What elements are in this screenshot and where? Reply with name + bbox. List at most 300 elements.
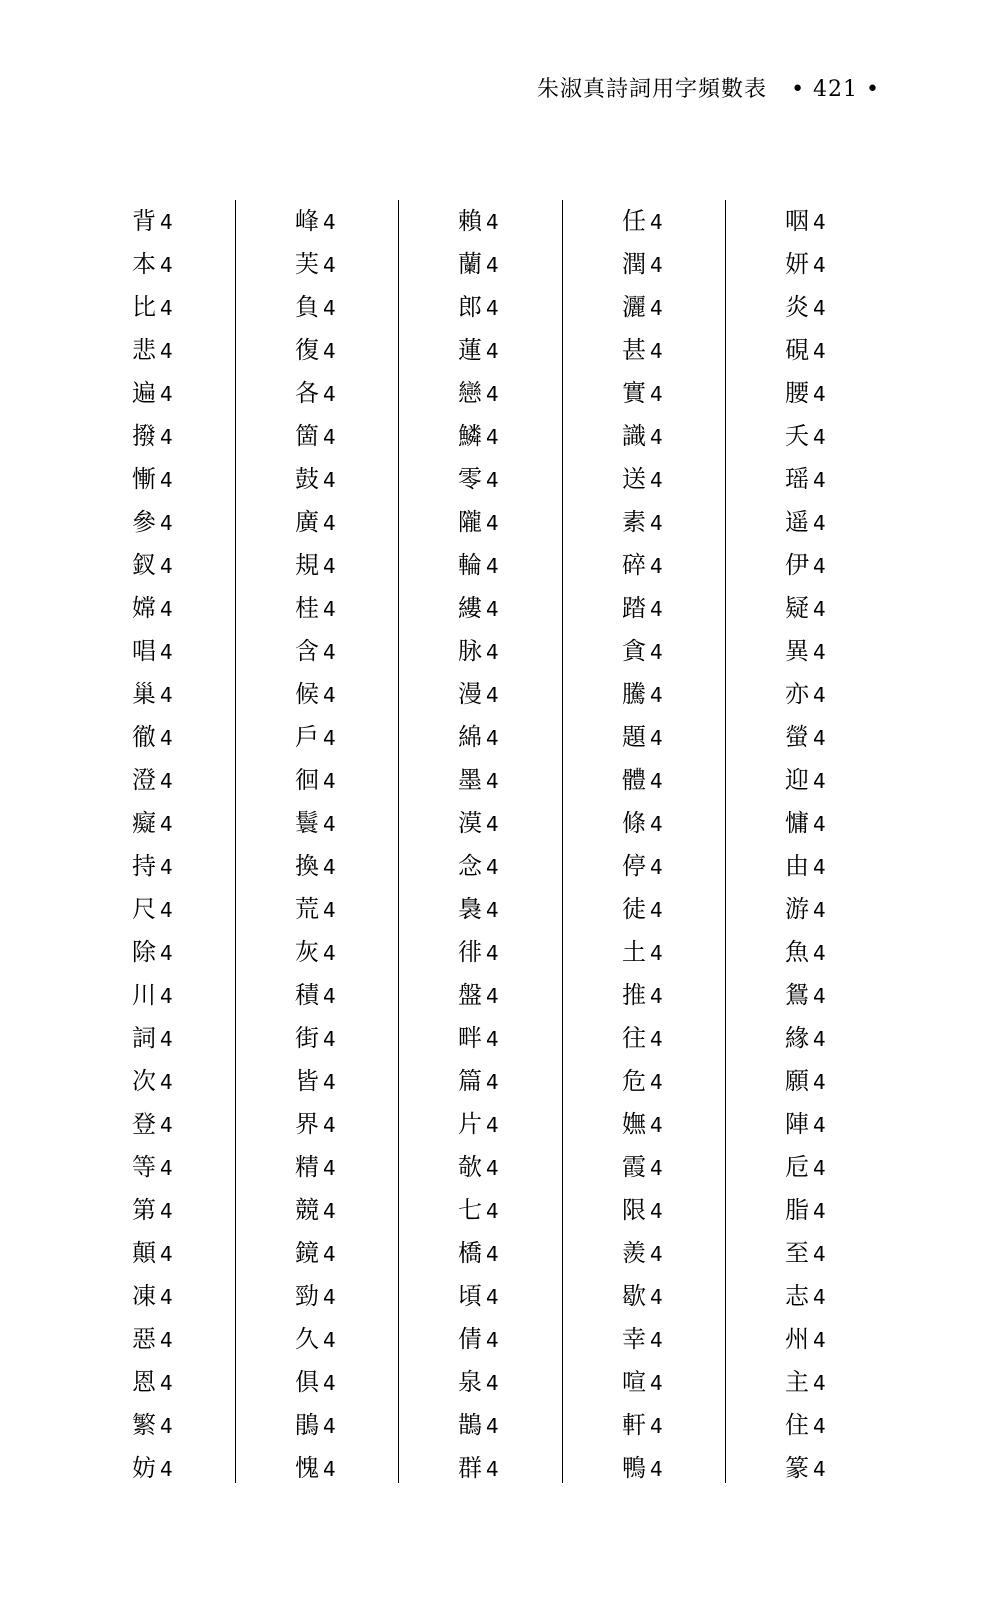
- frequency-count: 4: [323, 683, 336, 707]
- frequency-count: 4: [160, 425, 173, 449]
- frequency-count: 4: [650, 1285, 663, 1309]
- frequency-count: 4: [486, 296, 499, 320]
- table-row: [295, 1318, 445, 1361]
- table-row: [785, 544, 935, 587]
- frequency-count: 4: [160, 1113, 173, 1137]
- frequency-count: 4: [160, 640, 173, 664]
- character: 亦: [785, 680, 809, 708]
- character: 芙: [295, 250, 319, 278]
- character: 夭: [785, 422, 809, 450]
- frequency-count: 4: [323, 812, 336, 836]
- character: 隴: [458, 508, 482, 536]
- table-row: [622, 845, 772, 888]
- table-row: [785, 716, 935, 759]
- table-row: [458, 243, 608, 286]
- frequency-count: 4: [160, 511, 173, 535]
- frequency-count: 4: [813, 1242, 826, 1266]
- frequency-count: 4: [486, 1070, 499, 1094]
- frequency-count: 4: [160, 597, 173, 621]
- character: 背: [132, 207, 156, 235]
- character: 游: [785, 895, 809, 923]
- frequency-count: 4: [813, 1156, 826, 1180]
- character: 戶: [295, 723, 319, 751]
- frequency-count: 4: [650, 812, 663, 836]
- frequency-count: 4: [813, 1285, 826, 1309]
- table-row: [132, 329, 282, 372]
- table-row: [295, 501, 445, 544]
- table-row: [785, 1447, 935, 1490]
- character: 州: [785, 1325, 809, 1353]
- table-row: [295, 1361, 445, 1404]
- table-row: [458, 1447, 608, 1490]
- character: 條: [622, 809, 646, 837]
- character: 緣: [785, 1024, 809, 1052]
- page-header: [0, 72, 880, 103]
- character: 負: [295, 293, 319, 321]
- table-row: [295, 673, 445, 716]
- frequency-count: 4: [160, 769, 173, 793]
- table-row: [295, 845, 445, 888]
- frequency-count: 4: [323, 296, 336, 320]
- character: 積: [295, 981, 319, 1009]
- table-row: [785, 200, 935, 243]
- character: 至: [785, 1239, 809, 1267]
- table-row: [295, 286, 445, 329]
- character: 灰: [295, 938, 319, 966]
- character: 題: [622, 723, 646, 751]
- table-row: [785, 1318, 935, 1361]
- frequency-count: 4: [650, 683, 663, 707]
- table-row: [785, 1404, 935, 1447]
- frequency-count: 4: [650, 1070, 663, 1094]
- frequency-count: 4: [813, 253, 826, 277]
- frequency-count: 4: [486, 1371, 499, 1395]
- character: 繁: [132, 1411, 156, 1439]
- frequency-count: 4: [160, 1371, 173, 1395]
- frequency-count: 4: [486, 1156, 499, 1180]
- frequency-count: 4: [160, 984, 173, 1008]
- frequency-count: 4: [486, 1027, 499, 1051]
- table-row: [295, 587, 445, 630]
- frequency-count: 4: [323, 855, 336, 879]
- table-row: [458, 501, 608, 544]
- frequency-count: 4: [486, 1414, 499, 1438]
- frequency-count: 4: [486, 984, 499, 1008]
- table-row: [458, 845, 608, 888]
- table-row: [132, 1232, 282, 1275]
- character: 盤: [458, 981, 482, 1009]
- frequency-count: 4: [323, 554, 336, 578]
- frequency-count: 4: [813, 382, 826, 406]
- table-row: [458, 458, 608, 501]
- table-row: [458, 372, 608, 415]
- frequency-count: 4: [323, 425, 336, 449]
- character: 篇: [458, 1067, 482, 1095]
- frequency-count: 4: [160, 1027, 173, 1051]
- table-row: [458, 415, 608, 458]
- frequency-count: 4: [486, 1199, 499, 1223]
- frequency-count: 4: [160, 382, 173, 406]
- frequency-count: 4: [323, 1113, 336, 1137]
- table-row: [622, 372, 772, 415]
- character: 皆: [295, 1067, 319, 1095]
- character: 陣: [785, 1110, 809, 1138]
- character: 第: [132, 1196, 156, 1224]
- table-row: [622, 630, 772, 673]
- character: 蓮: [458, 336, 482, 364]
- table-row: [132, 544, 282, 587]
- table-row: [622, 458, 772, 501]
- character: 迎: [785, 766, 809, 794]
- character: 嫵: [622, 1110, 646, 1138]
- table-row: [458, 802, 608, 845]
- character: 惡: [132, 1325, 156, 1353]
- frequency-count: 4: [160, 1070, 173, 1094]
- character: 喧: [622, 1368, 646, 1396]
- frequency-count: 4: [813, 1027, 826, 1051]
- frequency-count: 4: [323, 1156, 336, 1180]
- frequency-count: 4: [323, 339, 336, 363]
- character: 巢: [132, 680, 156, 708]
- frequency-count: 4: [650, 511, 663, 535]
- character: 唱: [132, 637, 156, 665]
- frequency-count: 4: [813, 425, 826, 449]
- table-row: [622, 329, 772, 372]
- character: 鵲: [458, 1411, 482, 1439]
- table-row: [132, 1447, 282, 1490]
- character: 復: [295, 336, 319, 364]
- frequency-count: 4: [486, 941, 499, 965]
- character: 鼓: [295, 465, 319, 493]
- frequency-count: 4: [486, 1285, 499, 1309]
- table-row: [458, 1103, 608, 1146]
- table-row: [458, 931, 608, 974]
- table-row: [295, 1447, 445, 1490]
- table-row: [132, 1060, 282, 1103]
- frequency-count: 4: [160, 1414, 173, 1438]
- character: 騰: [622, 680, 646, 708]
- character: 徘: [458, 938, 482, 966]
- frequency-count: 4: [813, 1414, 826, 1438]
- table-row: [622, 1146, 772, 1189]
- table-row: [458, 1146, 608, 1189]
- table-row: [295, 802, 445, 845]
- character: 篆: [785, 1454, 809, 1482]
- character: 識: [622, 422, 646, 450]
- character: 送: [622, 465, 646, 493]
- character: 瑶: [785, 465, 809, 493]
- character: 規: [295, 551, 319, 579]
- frequency-count: 4: [486, 1113, 499, 1137]
- table-row: [132, 845, 282, 888]
- character: 本: [132, 250, 156, 278]
- frequency-count: 4: [160, 1457, 173, 1481]
- frequency-count: 4: [650, 1457, 663, 1481]
- character: 換: [295, 852, 319, 880]
- frequency-count: 4: [813, 812, 826, 836]
- frequency-count: 4: [813, 640, 826, 664]
- table-row: [785, 286, 935, 329]
- table-row: [785, 372, 935, 415]
- character: 體: [622, 766, 646, 794]
- frequency-count: 4: [813, 210, 826, 234]
- frequency-count: 4: [650, 382, 663, 406]
- table-row: [458, 974, 608, 1017]
- frequency-count: 4: [160, 726, 173, 750]
- table-row: [785, 888, 935, 931]
- frequency-count: 4: [650, 1328, 663, 1352]
- table-row: [295, 372, 445, 415]
- character: 含: [295, 637, 319, 665]
- character: 倩: [458, 1325, 482, 1353]
- frequency-count: 4: [650, 468, 663, 492]
- character: 羨: [622, 1239, 646, 1267]
- character: 妨: [132, 1454, 156, 1482]
- frequency-count: 4: [486, 382, 499, 406]
- table-row: [622, 1232, 772, 1275]
- character: 鏡: [295, 1239, 319, 1267]
- frequency-count: 4: [650, 769, 663, 793]
- table-row: [132, 587, 282, 630]
- table-row: [132, 286, 282, 329]
- table-row: [785, 501, 935, 544]
- table-row: [785, 1189, 935, 1232]
- character: 限: [622, 1196, 646, 1224]
- table-row: [622, 501, 772, 544]
- frequency-count: 4: [323, 941, 336, 965]
- table-row: [785, 802, 935, 845]
- table-row: [458, 1060, 608, 1103]
- table-row: [132, 931, 282, 974]
- table-row: [132, 200, 282, 243]
- character: 鱗: [458, 422, 482, 450]
- character: 慚: [132, 465, 156, 493]
- character: 參: [132, 508, 156, 536]
- frequency-count: 4: [813, 1328, 826, 1352]
- character: 恩: [132, 1368, 156, 1396]
- table-row: [785, 1017, 935, 1060]
- character: 片: [458, 1110, 482, 1138]
- table-row: [295, 544, 445, 587]
- frequency-count: 4: [813, 511, 826, 535]
- character: 疑: [785, 594, 809, 622]
- table-row: [785, 1361, 935, 1404]
- character: 潤: [622, 250, 646, 278]
- character: 賴: [458, 207, 482, 235]
- table-row: [785, 759, 935, 802]
- frequency-count: 4: [486, 597, 499, 621]
- character: 霞: [622, 1153, 646, 1181]
- character: 悲: [132, 336, 156, 364]
- frequency-count: 4: [486, 1242, 499, 1266]
- frequency-count: 4: [650, 1371, 663, 1395]
- character: 精: [295, 1153, 319, 1181]
- character: 停: [622, 852, 646, 880]
- character: 碎: [622, 551, 646, 579]
- frequency-count: 4: [323, 1199, 336, 1223]
- table-row: [785, 587, 935, 630]
- frequency-count: 4: [323, 1457, 336, 1481]
- frequency-count: 4: [160, 210, 173, 234]
- character: 荒: [295, 895, 319, 923]
- character: 鴨: [622, 1454, 646, 1482]
- table-row: [622, 1275, 772, 1318]
- table-row: [458, 1404, 608, 1447]
- character: 遥: [785, 508, 809, 536]
- character: 素: [622, 508, 646, 536]
- character: 候: [295, 680, 319, 708]
- table-row: [295, 1232, 445, 1275]
- table-row: [458, 759, 608, 802]
- table-row: [132, 673, 282, 716]
- frequency-count: 4: [160, 1242, 173, 1266]
- character: 尺: [132, 895, 156, 923]
- character: 登: [132, 1110, 156, 1138]
- table-row: [458, 1361, 608, 1404]
- frequency-count: 4: [486, 812, 499, 836]
- character: 妍: [785, 250, 809, 278]
- table-row: [458, 888, 608, 931]
- character: 伊: [785, 551, 809, 579]
- table-row: [622, 716, 772, 759]
- table-row: [458, 673, 608, 716]
- table-column: [295, 200, 445, 1490]
- table-row: [622, 1189, 772, 1232]
- character: 炎: [785, 293, 809, 321]
- table-row: [622, 802, 772, 845]
- character: 街: [295, 1024, 319, 1052]
- table-row: [785, 458, 935, 501]
- character: 漠: [458, 809, 482, 837]
- frequency-count: 4: [813, 1113, 826, 1137]
- frequency-count: 4: [323, 210, 336, 234]
- frequency-count: 4: [486, 898, 499, 922]
- frequency-count: 4: [323, 726, 336, 750]
- character: 推: [622, 981, 646, 1009]
- table-row: [458, 1275, 608, 1318]
- table-row: [132, 1146, 282, 1189]
- character: 橋: [458, 1239, 482, 1267]
- frequency-count: 4: [323, 511, 336, 535]
- frequency-count: 4: [160, 1285, 173, 1309]
- character: 墨: [458, 766, 482, 794]
- table-row: [622, 1103, 772, 1146]
- character: 任: [622, 207, 646, 235]
- frequency-count: 4: [650, 1414, 663, 1438]
- frequency-count: 4: [160, 898, 173, 922]
- character: 桂: [295, 594, 319, 622]
- frequency-count: 4: [813, 1199, 826, 1223]
- table-row: [785, 1146, 935, 1189]
- character: 嫦: [132, 594, 156, 622]
- table-row: [622, 673, 772, 716]
- table-row: [622, 200, 772, 243]
- character: 軒: [622, 1411, 646, 1439]
- character: 廣: [295, 508, 319, 536]
- table-row: [132, 888, 282, 931]
- table-row: [622, 587, 772, 630]
- table-row: [622, 544, 772, 587]
- frequency-count: 4: [486, 855, 499, 879]
- frequency-count: 4: [813, 898, 826, 922]
- character: 澄: [132, 766, 156, 794]
- character: 凍: [132, 1282, 156, 1310]
- character: 實: [622, 379, 646, 407]
- frequency-count: 4: [323, 1328, 336, 1352]
- frequency-count: 4: [160, 941, 173, 965]
- table-row: [132, 974, 282, 1017]
- character: 俱: [295, 1368, 319, 1396]
- character: 頃: [458, 1282, 482, 1310]
- character: 鴛: [785, 981, 809, 1009]
- table-row: [622, 1404, 772, 1447]
- frequency-count: 4: [650, 1199, 663, 1223]
- frequency-count: 4: [486, 210, 499, 234]
- frequency-count: 4: [486, 511, 499, 535]
- character: 腰: [785, 379, 809, 407]
- frequency-count: 4: [486, 1457, 499, 1481]
- character: 愧: [295, 1454, 319, 1482]
- frequency-count: 4: [160, 296, 173, 320]
- table-column: [785, 200, 935, 1490]
- table-row: [132, 1189, 282, 1232]
- frequency-count: 4: [160, 683, 173, 707]
- frequency-count: 4: [160, 855, 173, 879]
- frequency-count: 4: [650, 855, 663, 879]
- character: 箇: [295, 422, 319, 450]
- frequency-count: 4: [486, 683, 499, 707]
- character: 咽: [785, 207, 809, 235]
- frequency-count: 4: [650, 1027, 663, 1051]
- character: 等: [132, 1153, 156, 1181]
- character: 輪: [458, 551, 482, 579]
- frequency-count: 4: [650, 425, 663, 449]
- frequency-count: 4: [650, 1113, 663, 1137]
- frequency-count: 4: [323, 1070, 336, 1094]
- character: 戀: [458, 379, 482, 407]
- table-row: [295, 329, 445, 372]
- character: 危: [622, 1067, 646, 1095]
- table-row: [458, 544, 608, 587]
- frequency-count: 4: [486, 253, 499, 277]
- table-row: [132, 1318, 282, 1361]
- character: 除: [132, 938, 156, 966]
- character: 撥: [132, 422, 156, 450]
- character: 峰: [295, 207, 319, 235]
- frequency-count: 4: [650, 898, 663, 922]
- table-row: [295, 931, 445, 974]
- frequency-count: 4: [160, 1328, 173, 1352]
- character: 欹: [458, 1153, 482, 1181]
- table-row: [622, 1361, 772, 1404]
- table-row: [132, 630, 282, 673]
- character: 硯: [785, 336, 809, 364]
- table-row: [785, 630, 935, 673]
- frequency-count: 4: [160, 1199, 173, 1223]
- table-row: [295, 1275, 445, 1318]
- character: 次: [132, 1067, 156, 1095]
- character: 由: [785, 852, 809, 880]
- character: 徒: [622, 895, 646, 923]
- character: 蘭: [458, 250, 482, 278]
- frequency-count: 4: [323, 1285, 336, 1309]
- running-title: 朱淑真詩詞用字頻數表: [537, 77, 768, 102]
- character: 住: [785, 1411, 809, 1439]
- frequency-count: 4: [486, 769, 499, 793]
- table-row: [622, 1318, 772, 1361]
- table-row: [458, 286, 608, 329]
- table-row: [622, 286, 772, 329]
